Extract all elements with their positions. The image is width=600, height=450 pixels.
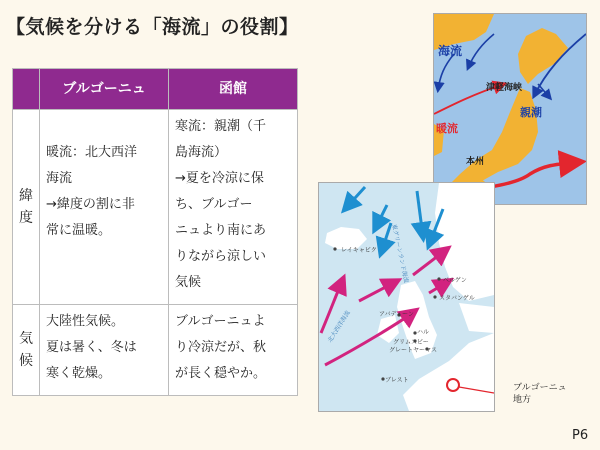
comparison-table: [12, 68, 298, 396]
row-label-latitude: [13, 110, 40, 305]
label-hull: ハル: [417, 329, 430, 336]
cell-line: →緯度の割に非: [46, 197, 135, 212]
label-grimsby: グリムスビー: [393, 339, 429, 346]
cell-line: 大陸性気候。: [46, 314, 125, 329]
label-brest: ブレスト: [385, 377, 409, 384]
header-burgundy: ブルゴーニュ: [40, 69, 169, 110]
table-row-climate: [13, 305, 298, 396]
label-north-atlantic: 北大西洋海流: [326, 309, 352, 344]
cell-line: が長く穏やか。: [175, 366, 267, 381]
label-tsugaru: 津軽海峡: [486, 83, 523, 93]
cell-burgundy-climate: [40, 305, 169, 396]
cell-line: ち、ブルゴー: [175, 197, 253, 212]
table-header-row: [13, 69, 298, 110]
label-reykjavik: レイキャビク: [341, 247, 377, 254]
label-aberdeen: アバディーン: [379, 311, 414, 318]
burgundy-label-line: 地方: [513, 395, 532, 405]
header-hakodate: 函館: [169, 69, 298, 110]
label-bergen: ベルゲン: [443, 277, 467, 284]
cell-line: 気候: [175, 275, 202, 290]
cell-line: 寒く乾燥。: [46, 366, 112, 381]
cell-line: 暖流：北大西洋: [46, 145, 138, 160]
label-east-greenland: 東グリーンランド海流: [390, 223, 410, 284]
cell-line: 島海流）: [175, 145, 228, 160]
cell-line: 常に温暖。: [46, 223, 112, 238]
label-stavanger: スタバンゲル: [439, 295, 475, 302]
table-row-latitude: [13, 110, 298, 305]
cell-line: ニュより南にあ: [175, 223, 267, 238]
cell-line: 寒流：親潮（千: [175, 119, 267, 134]
label-danryu: 暖流: [436, 122, 458, 135]
cell-hakodate-climate: [169, 305, 298, 396]
label-kairyu: 海流: [438, 44, 463, 58]
row-label-line: 気: [19, 331, 33, 347]
label-oyashio: 親潮: [520, 106, 542, 119]
cell-line: →夏を冷涼に保: [175, 171, 264, 186]
label-great-yarmouth: グレートヤーマス: [389, 347, 438, 354]
row-label-climate: [13, 305, 40, 396]
cell-line: り冷涼だが、秋: [175, 340, 267, 355]
cell-line: りながら涼しい: [175, 249, 267, 264]
cell-line: 海流: [46, 171, 73, 186]
cell-hakodate-latitude: [169, 110, 298, 305]
row-label-line: 緯: [19, 188, 33, 204]
burgundy-region-label: [513, 382, 567, 406]
burgundy-label-line: ブルゴーニュ: [513, 383, 567, 393]
slide-title: 【気候を分ける「海流」の役割】: [6, 16, 299, 38]
japan-currents-map: [433, 13, 587, 205]
row-label-line: 候: [19, 353, 33, 369]
page-number: P6: [572, 428, 589, 443]
cell-line: 夏は暑く、冬は: [46, 340, 137, 355]
header-blank: [13, 69, 40, 110]
row-label-line: 度: [19, 210, 33, 226]
north-atlantic-currents-map: [318, 182, 495, 412]
cell-line: ブルゴーニュよ: [175, 314, 266, 329]
cell-burgundy-latitude: [40, 110, 169, 305]
label-honshu: 本州: [466, 157, 485, 167]
